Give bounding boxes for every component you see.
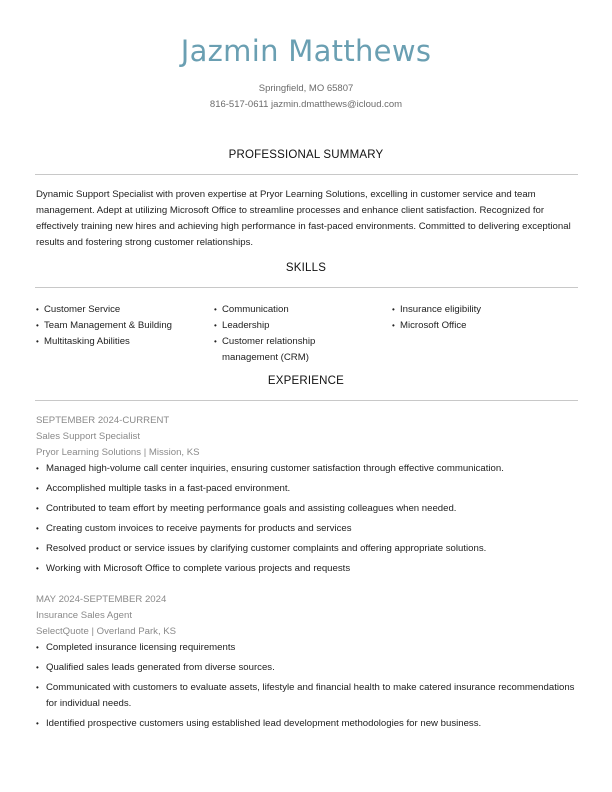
skill-item: • Microsoft Office bbox=[392, 318, 572, 334]
job-bullet: • Creating custom invoices to receive payments for products and services bbox=[36, 521, 576, 537]
job-dates: MAY 2024-SEPTEMBER 2024 bbox=[36, 594, 167, 605]
job-company: SelectQuote | Overland Park, KS bbox=[36, 626, 177, 637]
job-bullet: • Accomplished multiple tasks in a fast-paced environment. bbox=[36, 481, 576, 497]
job-bullet: • Completed insurance licensing requirements bbox=[36, 640, 576, 656]
skill-item: • Insurance eligibility bbox=[392, 302, 572, 318]
job-1-meta bbox=[36, 413, 200, 461]
job-bullet: • Resolved product or service issues by clarifying customer complaints and offering appropriate solutions. bbox=[36, 541, 576, 557]
job-role: Sales Support Specialist bbox=[36, 431, 140, 442]
summary-heading: PROFESSIONAL SUMMARY bbox=[228, 149, 384, 161]
skills-column-1 bbox=[36, 302, 211, 350]
candidate-name: Jazmin Matthews bbox=[180, 34, 432, 68]
summary-divider bbox=[35, 174, 578, 175]
skills-column-3 bbox=[392, 302, 572, 334]
job-bullet: • Communicated with customers to evaluate assets, lifestyle and financial health to make catered insurance recommendations for individual needs. bbox=[36, 680, 576, 712]
job-bullet: • Contributed to team effort by meeting performance goals and assisting colleagues when needed. bbox=[36, 501, 576, 517]
skill-item: • Customer Service bbox=[36, 302, 211, 318]
skill-item: • Multitasking Abilities bbox=[36, 334, 211, 350]
job-role: Insurance Sales Agent bbox=[36, 610, 133, 621]
experience-heading: EXPERIENCE bbox=[267, 375, 345, 387]
contact-location: Springfield, MO 65807 bbox=[258, 83, 354, 94]
skill-item: • Leadership bbox=[214, 318, 344, 334]
job-bullet: • Identified prospective customers using established lead development methodologies for new business. bbox=[36, 716, 576, 732]
job-bullet: • Qualified sales leads generated from diverse sources. bbox=[36, 660, 576, 676]
skill-item: • Team Management & Building bbox=[36, 318, 211, 334]
skills-heading: SKILLS bbox=[285, 262, 327, 274]
summary-text: Dynamic Support Specialist with proven expertise at Pryor Learning Solutions, excelling in customer service and team management. Adept at utilizing Microsoft Office to streamline processes and enhance client satisfaction. Recognized for effectively training new hires and achieving high performance in fast-paced environments. Committed to delivering exceptional results and fostering strong customer relationships. bbox=[36, 189, 571, 248]
experience-divider bbox=[35, 400, 578, 401]
job-2-meta bbox=[36, 592, 176, 640]
skills-divider bbox=[35, 287, 578, 288]
skills-column-2 bbox=[214, 302, 344, 366]
job-1-bullets bbox=[36, 461, 576, 581]
job-bullet: • Working with Microsoft Office to complete various projects and requests bbox=[36, 561, 576, 577]
skill-item: • Communication bbox=[214, 302, 344, 318]
job-company: Pryor Learning Solutions | Mission, KS bbox=[36, 447, 200, 458]
job-dates: SEPTEMBER 2024-CURRENT bbox=[36, 415, 170, 426]
skill-item: • Customer relationship management (CRM) bbox=[214, 334, 344, 366]
job-bullet: • Managed high-volume call center inquiries, ensuring customer satisfaction through effective communication. bbox=[36, 461, 576, 477]
job-2-bullets bbox=[36, 640, 576, 736]
contact-phone-email: 816-517-0611 jazmin.dmatthews@icloud.com bbox=[209, 99, 403, 110]
